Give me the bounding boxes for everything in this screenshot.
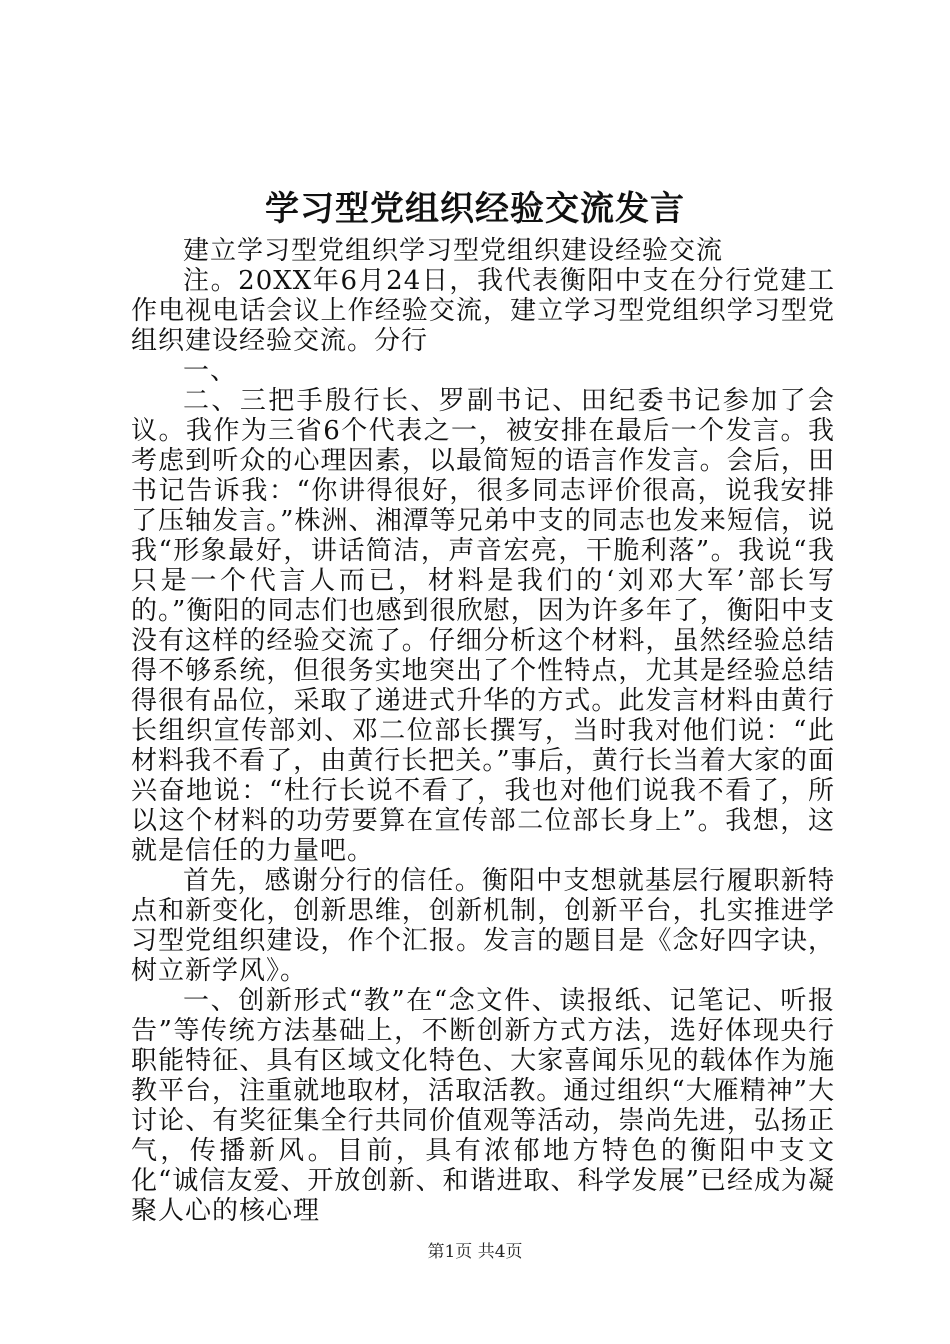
- document-body: [131, 236, 835, 1226]
- paragraph-heading-one: 一、: [183, 356, 238, 386]
- document-title: 学习型党组织经验交流发言: [265, 189, 685, 229]
- paragraph-meeting: 二、三把手殷行长、罗副书记、田纪委书记参加了会议。我作为三省6个代表之一，被安排在最后一个发言。我考虑到听众的心理因素，以最简短的语言作发言。会后，田书记告诉我：“你讲得很好，很多同志评价很高，说我安排了压轴发言。”株洲、湘潭等兄弟中支的同志也发来短信，说我“形象最好，讲话简洁，声音宏亮，干脆利落”。我说“我只是一个代言人而已，材料是我们的‘刘邓大军’部长写的。”衡阳的同志们也感到很欣慰，因为许多年了，衡阳中支没有这样的经验交流了。仔细分析这个材料，虽然经验总结得不够系统，但很务实地突出了个性特点，尤其是经验总结得很有品位，采取了递进式升华的方式。此发言材料由黄行长组织宣传部刘、邓二位部长撰写，当时我对他们说：“此材料我不看了，由黄行长把关。”事后，黄行长当着大家的面兴奋地说：“杜行长说不看了，我也对他们说我不看了，所以这个材料的功劳要算在宣传部二位部长身上”。我想，这就是信任的力量吧。: [131, 386, 835, 866]
- page-footer: 第1页 共4页: [427, 1242, 523, 1262]
- paragraph-intro: 建立学习型党组织学习型党组织建设经验交流: [183, 236, 724, 266]
- paragraph-note: 注。20XX年6月24日，我代表衡阳中支在分行党建工作电视电话会议上作经验交流，建立学习型党组织学习型党组织建设经验交流。分行: [131, 266, 835, 356]
- paragraph-thanks: 首先，感谢分行的信任。衡阳中支想就基层行履职新特点和新变化，创新思维，创新机制，创新平台，扎实推进学习型党组织建设，作个汇报。发言的题目是《念好四字诀，树立新学风》。: [131, 866, 835, 986]
- paragraph-section-teaching: 一、创新形式“教”在“念文件、读报纸、记笔记、听报告”等传统方法基础上，不断创新方式方法，选好体现央行职能特征、具有区域文化特色、大家喜闻乐见的载体作为施教平台，注重就地取材，活取活教。通过组织“大雁精神”大讨论、有奖征集全行共同价值观等活动，崇尚先进，弘扬正气，传播新风。目前，具有浓郁地方特色的衡阳中支文化“诚信友爱、开放创新、和谐进取、科学发展”已经成为凝聚人心的核心理: [131, 986, 835, 1226]
